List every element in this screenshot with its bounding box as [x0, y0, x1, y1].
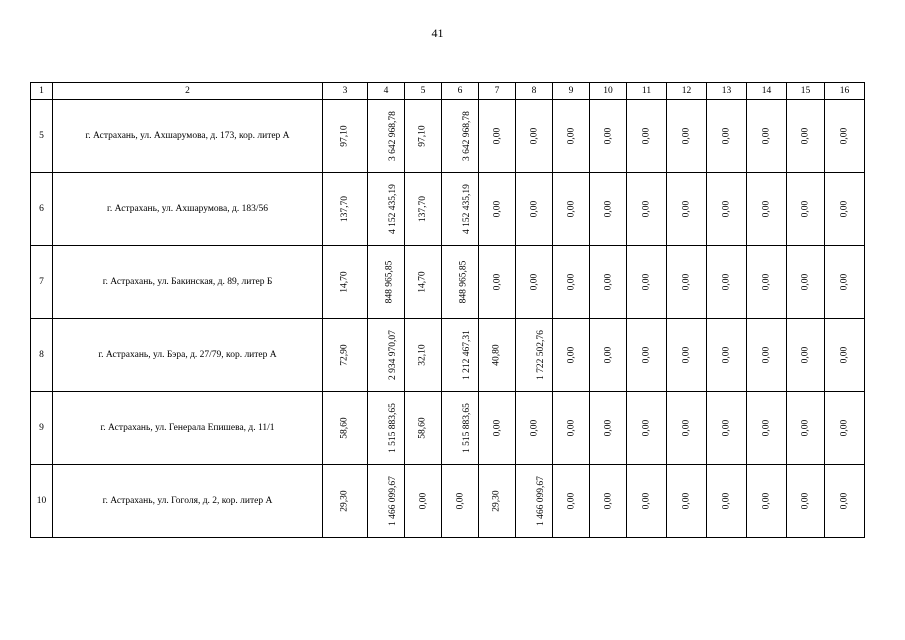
- value-cell: [747, 246, 787, 319]
- cell-value: 0,00: [603, 346, 613, 364]
- value-cell: [707, 173, 747, 246]
- cell-value: 0,00: [641, 492, 652, 510]
- cell-value: 0,00: [681, 346, 692, 364]
- cell-value: 0,00: [839, 200, 850, 218]
- column-header: 7: [479, 83, 516, 100]
- row-number: 9: [31, 392, 53, 465]
- cell-value: 97,10: [418, 125, 428, 147]
- cell-value: 97,10: [340, 125, 350, 147]
- cell-value: 0,00: [529, 200, 539, 218]
- cell-value: 2 934 970,07: [387, 330, 398, 380]
- cell-value: 32,10: [418, 344, 428, 366]
- value-cell: [787, 392, 825, 465]
- cell-value: 137,70: [418, 195, 428, 223]
- cell-value: 0,00: [566, 346, 576, 364]
- cell-value: 0,00: [761, 127, 772, 145]
- column-header: 6: [442, 83, 479, 100]
- value-cell: [627, 465, 667, 538]
- cell-value: 0,00: [681, 492, 692, 510]
- cell-value: 0,00: [603, 127, 613, 145]
- value-cell: [825, 465, 865, 538]
- value-cell: [368, 465, 405, 538]
- value-cell: [590, 100, 627, 173]
- value-cell: [787, 173, 825, 246]
- address-cell: г. Астрахань, ул. Генерала Епишева, д. 11/1: [53, 392, 323, 465]
- value-cell: [442, 100, 479, 173]
- value-cell: [787, 465, 825, 538]
- address-cell: г. Астрахань, ул. Гоголя, д. 2, кор. литер А: [53, 465, 323, 538]
- value-cell: [479, 173, 516, 246]
- value-cell: [553, 319, 590, 392]
- address-cell: г. Астрахань, ул. Бэра, д. 27/79, кор. литер А: [53, 319, 323, 392]
- row-number: 7: [31, 246, 53, 319]
- value-cell: [707, 319, 747, 392]
- cell-value: 0,00: [492, 200, 502, 218]
- value-cell: [516, 392, 553, 465]
- row-number: 8: [31, 319, 53, 392]
- cell-value: 0,00: [641, 127, 652, 145]
- value-cell: [627, 392, 667, 465]
- cell-value: 0,00: [566, 419, 576, 437]
- value-cell: [667, 246, 707, 319]
- value-cell: [442, 319, 479, 392]
- cell-value: 0,00: [603, 273, 613, 291]
- value-cell: [787, 319, 825, 392]
- cell-value: 0,00: [681, 419, 692, 437]
- page-number: 41: [431, 26, 444, 40]
- cell-value: 1 212 467,31: [461, 330, 472, 380]
- value-cell: [825, 246, 865, 319]
- value-cell: [442, 173, 479, 246]
- column-header: 4: [368, 83, 405, 100]
- value-cell: [323, 173, 368, 246]
- cell-value: 0,00: [566, 127, 576, 145]
- value-cell: [747, 465, 787, 538]
- address-cell: г. Астрахань, ул. Ахшарумова, д. 183/56: [53, 173, 323, 246]
- value-cell: [323, 246, 368, 319]
- cell-value: 1 515 883,65: [387, 403, 398, 453]
- cell-value: 29,30: [492, 490, 502, 512]
- cell-value: 0,00: [641, 346, 652, 364]
- value-cell: [590, 173, 627, 246]
- value-cell: [590, 392, 627, 465]
- value-cell: [667, 465, 707, 538]
- value-cell: [368, 100, 405, 173]
- cell-value: 0,00: [761, 200, 772, 218]
- column-header: 15: [787, 83, 825, 100]
- cell-value: 0,00: [721, 127, 732, 145]
- value-cell: [747, 392, 787, 465]
- cell-value: 0,00: [800, 492, 811, 510]
- value-cell: [747, 173, 787, 246]
- table-row: [31, 100, 865, 173]
- column-header: 3: [323, 83, 368, 100]
- address-cell: г. Астрахань, ул. Ахшарумова, д. 173, кор. литер А: [53, 100, 323, 173]
- value-cell: [405, 319, 442, 392]
- column-header: 13: [707, 83, 747, 100]
- data-table: [30, 82, 865, 538]
- cell-value: 14,70: [418, 271, 428, 293]
- cell-value: 0,00: [761, 273, 772, 291]
- column-header: 12: [667, 83, 707, 100]
- cell-value: 72,90: [340, 344, 350, 366]
- cell-value: 29,30: [340, 490, 350, 512]
- value-cell: [442, 246, 479, 319]
- cell-value: 0,00: [566, 492, 576, 510]
- cell-value: 0,00: [839, 127, 850, 145]
- value-cell: [590, 246, 627, 319]
- value-cell: [479, 319, 516, 392]
- value-cell: [516, 465, 553, 538]
- cell-value: 0,00: [800, 273, 811, 291]
- cell-value: 1 722 502,76: [535, 330, 546, 380]
- column-header: 5: [405, 83, 442, 100]
- cell-value: 58,60: [418, 417, 428, 439]
- table-row: [31, 319, 865, 392]
- value-cell: [368, 319, 405, 392]
- cell-value: 0,00: [681, 273, 692, 291]
- cell-value: 0,00: [761, 492, 772, 510]
- value-cell: [627, 173, 667, 246]
- value-cell: [787, 100, 825, 173]
- column-header: 1: [31, 83, 53, 100]
- value-cell: [825, 392, 865, 465]
- value-cell: [323, 319, 368, 392]
- value-cell: [405, 246, 442, 319]
- cell-value: 4 152 435,19: [387, 184, 398, 234]
- cell-value: 0,00: [681, 127, 692, 145]
- cell-value: 0,00: [641, 273, 652, 291]
- table-row: [31, 465, 865, 538]
- value-cell: [627, 100, 667, 173]
- column-header: 10: [590, 83, 627, 100]
- cell-value: 0,00: [800, 419, 811, 437]
- value-cell: [516, 319, 553, 392]
- cell-value: 0,00: [800, 346, 811, 364]
- value-cell: [627, 246, 667, 319]
- value-cell: [368, 246, 405, 319]
- value-cell: [747, 100, 787, 173]
- cell-value: 0,00: [603, 200, 613, 218]
- value-cell: [323, 465, 368, 538]
- value-cell: [405, 465, 442, 538]
- cell-value: 4 152 435,19: [461, 184, 472, 234]
- value-cell: [553, 392, 590, 465]
- value-cell: [825, 319, 865, 392]
- value-cell: [667, 319, 707, 392]
- cell-value: 0,00: [641, 419, 652, 437]
- cell-value: 1 466 099,67: [387, 476, 398, 526]
- cell-value: 0,00: [529, 273, 539, 291]
- value-cell: [590, 319, 627, 392]
- value-cell: [590, 465, 627, 538]
- table-row: [31, 392, 865, 465]
- value-cell: [479, 100, 516, 173]
- cell-value: 848 965,85: [458, 260, 469, 304]
- cell-value: 58,60: [340, 417, 350, 439]
- value-cell: [368, 173, 405, 246]
- cell-value: 0,00: [492, 127, 502, 145]
- header-row: [31, 83, 865, 100]
- value-cell: [667, 100, 707, 173]
- cell-value: 0,00: [681, 200, 692, 218]
- cell-value: 0,00: [721, 492, 732, 510]
- value-cell: [405, 392, 442, 465]
- cell-value: 3 642 968,78: [461, 111, 472, 161]
- value-cell: [323, 100, 368, 173]
- value-cell: [479, 465, 516, 538]
- cell-value: 0,00: [721, 200, 732, 218]
- cell-value: 0,00: [721, 419, 732, 437]
- value-cell: [553, 246, 590, 319]
- value-cell: [707, 100, 747, 173]
- cell-value: 0,00: [839, 492, 850, 510]
- column-header: 9: [553, 83, 590, 100]
- row-number: 5: [31, 100, 53, 173]
- value-cell: [516, 246, 553, 319]
- value-cell: [825, 100, 865, 173]
- cell-value: 0,00: [492, 419, 502, 437]
- value-cell: [405, 173, 442, 246]
- cell-value: 0,00: [839, 273, 850, 291]
- value-cell: [787, 246, 825, 319]
- row-number: 10: [31, 465, 53, 538]
- row-number: 6: [31, 173, 53, 246]
- value-cell: [323, 392, 368, 465]
- value-cell: [479, 246, 516, 319]
- value-cell: [707, 246, 747, 319]
- table-row: [31, 173, 865, 246]
- value-cell: [707, 465, 747, 538]
- cell-value: 0,00: [839, 419, 850, 437]
- value-cell: [627, 319, 667, 392]
- value-cell: [553, 100, 590, 173]
- value-cell: [747, 319, 787, 392]
- value-cell: [368, 392, 405, 465]
- cell-value: 0,00: [800, 127, 811, 145]
- cell-value: 0,00: [529, 127, 539, 145]
- cell-value: 0,00: [839, 346, 850, 364]
- cell-value: 40,80: [492, 344, 502, 366]
- cell-value: 1 466 099,67: [535, 476, 546, 526]
- cell-value: 0,00: [761, 419, 772, 437]
- value-cell: [667, 173, 707, 246]
- column-header: 14: [747, 83, 787, 100]
- cell-value: 0,00: [800, 200, 811, 218]
- cell-value: 0,00: [641, 200, 652, 218]
- value-cell: [553, 465, 590, 538]
- value-cell: [825, 173, 865, 246]
- cell-value: 137,70: [340, 195, 350, 223]
- cell-value: 0,00: [418, 492, 428, 510]
- value-cell: [442, 392, 479, 465]
- cell-value: 0,00: [566, 273, 576, 291]
- value-cell: [405, 100, 442, 173]
- cell-value: 0,00: [761, 346, 772, 364]
- value-cell: [479, 392, 516, 465]
- cell-value: 0,00: [603, 492, 613, 510]
- value-cell: [516, 100, 553, 173]
- cell-value: 14,70: [340, 271, 350, 293]
- column-header: 11: [627, 83, 667, 100]
- cell-value: 1 515 883,65: [461, 403, 472, 453]
- cell-value: 0,00: [492, 273, 502, 291]
- value-cell: [667, 392, 707, 465]
- cell-value: 0,00: [721, 273, 732, 291]
- value-cell: [442, 465, 479, 538]
- cell-value: 3 642 968,78: [387, 111, 398, 161]
- cell-value: 0,00: [603, 419, 613, 437]
- value-cell: [516, 173, 553, 246]
- column-header: 8: [516, 83, 553, 100]
- cell-value: 0,00: [455, 492, 465, 510]
- value-cell: [707, 392, 747, 465]
- column-header: 2: [53, 83, 323, 100]
- cell-value: 0,00: [721, 346, 732, 364]
- table-row: [31, 246, 865, 319]
- cell-value: 0,00: [566, 200, 576, 218]
- cell-value: 848 965,85: [384, 260, 395, 304]
- cell-value: 0,00: [529, 419, 539, 437]
- address-cell: г. Астрахань, ул. Бакинская, д. 89, литер Б: [53, 246, 323, 319]
- value-cell: [553, 173, 590, 246]
- column-header: 16: [825, 83, 865, 100]
